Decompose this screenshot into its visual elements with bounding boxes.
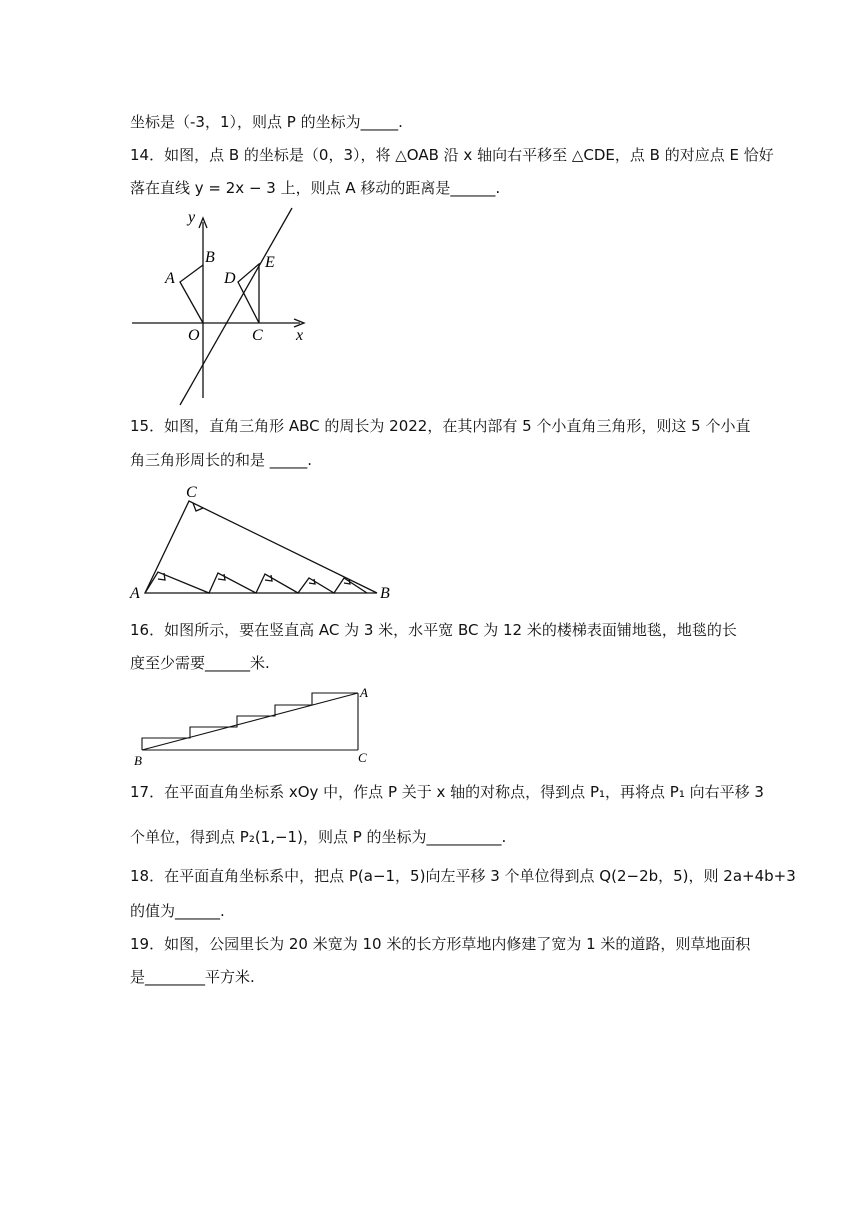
q16-text-line1: 16．如图所示，要在竖直高 AC 为 3 米，水平宽 BC 为 12 米的楼梯表面铺地毯，地毯的长 [130, 621, 737, 639]
q14-figure [125, 205, 325, 410]
q19-text-line2: 是________平方米. [130, 968, 255, 986]
q16-figure [130, 680, 375, 768]
label-d: D [224, 270, 236, 287]
triangle-abc [145, 501, 377, 593]
label-b15: B [380, 585, 390, 602]
q17-text-line2: 个单位，得到点 P₂(1,−1)，则点 P 的坐标为__________. [130, 828, 507, 846]
label-a15: A [130, 585, 140, 602]
label-a: A [165, 270, 175, 287]
label-b16: B [134, 753, 142, 768]
label-o: O [188, 327, 200, 344]
q14-text-line1: 14．如图，点 B 的坐标是（0，3），将 △OAB 沿 x 轴向右平移至 △CDE，点 B 的对应点 E 恰好 [130, 146, 774, 164]
hypotenuse-ab [142, 693, 358, 750]
q18-text-line1: 18．在平面直角坐标系中，把点 P(a−1，5)向左平移 3 个单位得到点 Q(2−2b，5)，则 2a+4b+3 [130, 867, 796, 885]
label-e: E [265, 254, 275, 271]
label-x: x [296, 327, 304, 344]
small-triangles [145, 572, 367, 593]
label-c: C [252, 327, 263, 344]
q18-text-line2: 的值为______. [130, 902, 225, 920]
q17-text-line1: 17．在平面直角坐标系 xOy 中，作点 P 关于 x 轴的对称点，得到点 P₁，再将点 P₁ 向右平移 3 [130, 783, 764, 801]
q15-figure [125, 478, 400, 603]
triangle-oab [180, 265, 203, 323]
label-a16: A [360, 685, 368, 700]
q19-text-line1: 19．如图，公园里长为 20 米宽为 10 米的长方形草地内修建了宽为 1 米的道路，则草地面积 [130, 935, 751, 953]
q14-text-line2: 落在直线 y = 2x − 3 上，则点 A 移动的距离是______. [130, 179, 501, 197]
label-c15: C [186, 484, 197, 501]
q13-tail-text: 坐标是（-3，1），则点 P 的坐标为_____. [130, 113, 403, 131]
line-y-2x-3 [180, 208, 292, 405]
q16-text-line2: 度至少需要______米. [130, 654, 270, 672]
q15-text-line2: 角三角形周长的和是 _____. [130, 451, 313, 469]
q15-text-line1: 15．如图，直角三角形 ABC 的周长为 2022，在其内部有 5 个小直角三角形，则这 5 个小直 [130, 417, 751, 435]
label-y: y [188, 209, 196, 226]
label-c16: C [358, 750, 367, 765]
label-b: B [205, 249, 215, 266]
